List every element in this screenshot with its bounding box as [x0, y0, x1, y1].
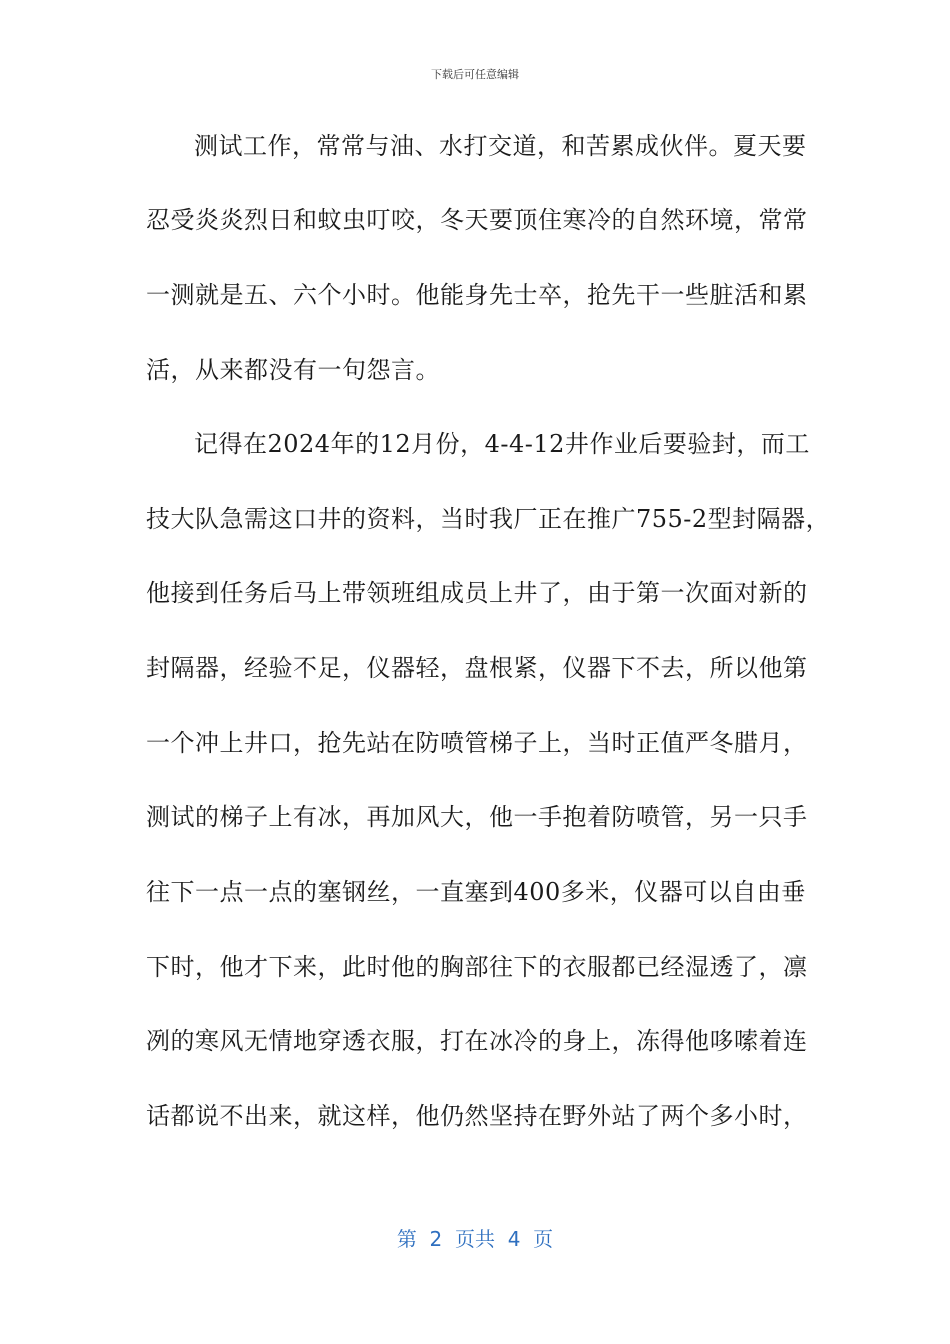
- paragraph-1-line-2: 忍受炎炎烈日和蚊虫叮咬，冬天要顶住寒冷的自然环境，常常: [146, 206, 808, 234]
- paragraph-2-line-2: 技大队急需这口井的资料，当时我厂正在推广755-2型封隔器，: [146, 505, 831, 533]
- paragraph-2-line-7: 往下一点一点的塞钢丝，一直塞到400多米，仪器可以自由垂: [146, 878, 806, 906]
- page-header: 下载后可任意编辑: [431, 68, 519, 81]
- page-footer: 第 2 页共 4 页: [396, 1227, 554, 1251]
- paragraph-1-line-3: 一测就是五、六个小时。他能身先士卒，抢先干一些脏活和累: [146, 281, 808, 309]
- paragraph-2-line-9: 冽的寒风无情地穿透衣服，打在冰冷的身上，冻得他哆嗦着连: [146, 1027, 808, 1055]
- paragraph-1-line-4: 活，从来都没有一句怨言。: [146, 356, 440, 384]
- paragraph-2-line-3: 他接到任务后马上带领班组成员上井了，由于第一次面对新的: [146, 579, 808, 607]
- paragraph-2-line-6: 测试的梯子上有冰，再加风大，他一手抱着防喷管，另一只手: [146, 803, 808, 831]
- paragraph-2-line-8: 下时，他才下来，此时他的胸部往下的衣服都已经湿透了，凛: [146, 953, 808, 981]
- paragraph-2-line-5: 一个冲上井口，抢先站在防喷管梯子上，当时正值严冬腊月，: [146, 729, 808, 757]
- paragraph-2-line-10: 话都说不出来，就这样，他仍然坚持在野外站了两个多小时，: [146, 1102, 808, 1130]
- paragraph-2-line-4: 封隔器，经验不足，仪器轻，盘根紧，仪器下不去，所以他第: [146, 654, 808, 682]
- paragraph-1-line-1: 测试工作，常常与油、水打交道，和苦累成伙伴。夏天要: [194, 132, 807, 160]
- paragraph-2-line-1: 记得在2024年的12月份，4-4-12井作业后要验封，而工: [194, 430, 810, 458]
